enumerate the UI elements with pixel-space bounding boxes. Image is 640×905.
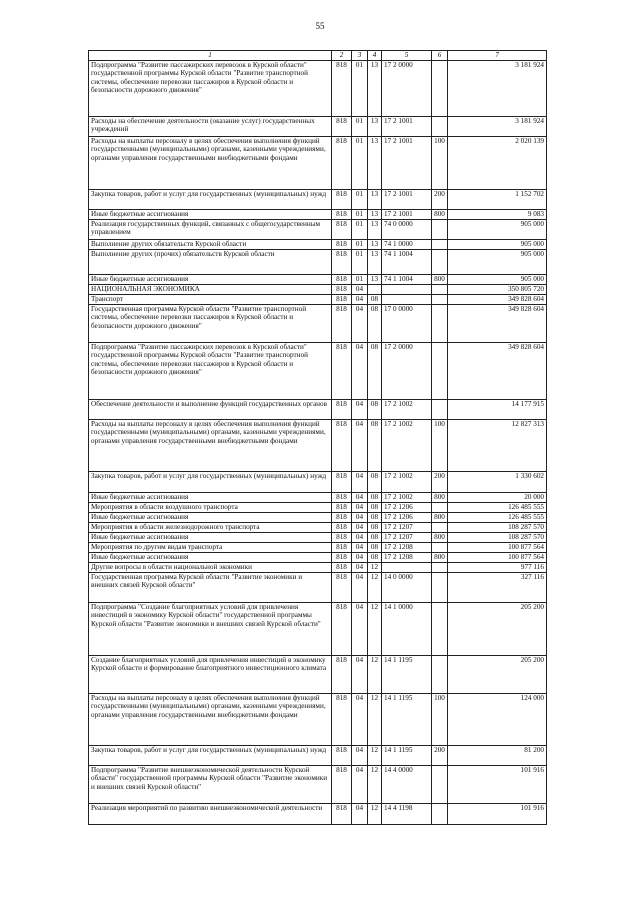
cell-name: НАЦИОНАЛЬНАЯ ЭКОНОМИКА (89, 285, 332, 295)
cell-subsection: 13 (368, 61, 382, 117)
cell-section: 04 (352, 400, 368, 420)
cell-amount: 905 000 (448, 220, 547, 240)
cell-amount: 12 827 313 (448, 420, 547, 472)
table-row (89, 190, 547, 210)
cell-section: 04 (352, 563, 368, 573)
cell-expense-type: 200 (432, 746, 448, 766)
cell-grbs: 818 (332, 694, 352, 746)
cell-target-article (382, 285, 432, 295)
cell-target-article: 17 2 1001 (382, 190, 432, 210)
cell-name: Реализация мероприятий по развитию внешнеэкономической деятельности (89, 804, 332, 825)
cell-amount: 108 287 570 (448, 523, 547, 533)
cell-amount: 108 287 570 (448, 533, 547, 543)
cell-section: 04 (352, 503, 368, 513)
cell-grbs: 818 (332, 343, 352, 400)
cell-section: 04 (352, 493, 368, 503)
cell-target-article: 14 1 1195 (382, 694, 432, 746)
table-row (89, 493, 547, 503)
cell-grbs: 818 (332, 117, 352, 137)
table-row (89, 472, 547, 493)
cell-target-article: 17 2 1002 (382, 493, 432, 503)
cell-amount: 905 000 (448, 275, 547, 285)
cell-subsection: 12 (368, 766, 382, 804)
cell-section: 04 (352, 295, 368, 305)
cell-name: Мероприятия по другим видам транспорта (89, 543, 332, 553)
cell-grbs: 818 (332, 746, 352, 766)
cell-name: Подпрограмма "Развитие внешнеэкономической деятельности Курской области" государственной программы Курской области "Развитие экономики и внешних связей Курской области" (89, 766, 332, 804)
cell-name: Расходы на выплаты персоналу в целях обеспечения выполнения функций государственными (муниципальными) органами, казенными учреждениями, органами управления государственными внебюджетными фондами (89, 420, 332, 472)
cell-section: 04 (352, 305, 368, 343)
cell-target-article: 74 1 1004 (382, 250, 432, 275)
cell-name: Закупка товаров, работ и услуг для государственных (муниципальных) нужд (89, 472, 332, 493)
cell-name: Расходы на выплаты персоналу в целях обеспечения выполнения функций государственными (муниципальными) органами, казенными учреждениями, органами управления государственными внебюджетными фондами (89, 694, 332, 746)
cell-expense-type (432, 295, 448, 305)
table-row (89, 543, 547, 553)
cell-section: 01 (352, 250, 368, 275)
cell-name: Реализация государственных функций, связанных с общегосударственным управлением (89, 220, 332, 240)
cell-grbs: 818 (332, 420, 352, 472)
cell-subsection: 08 (368, 533, 382, 543)
budget-table (88, 50, 547, 825)
cell-section: 04 (352, 543, 368, 553)
cell-amount: 124 000 (448, 694, 547, 746)
cell-target-article: 17 2 1001 (382, 117, 432, 137)
cell-expense-type: 200 (432, 190, 448, 210)
cell-subsection: 08 (368, 295, 382, 305)
cell-name: Закупка товаров, работ и услуг для государственных (муниципальных) нужд (89, 746, 332, 766)
cell-target-article: 17 2 0000 (382, 343, 432, 400)
cell-subsection: 13 (368, 250, 382, 275)
cell-subsection: 08 (368, 543, 382, 553)
cell-amount: 349 828 604 (448, 305, 547, 343)
cell-name: Иные бюджетные ассигнования (89, 553, 332, 563)
cell-grbs: 818 (332, 603, 352, 656)
cell-grbs: 818 (332, 190, 352, 210)
cell-amount: 100 877 564 (448, 553, 547, 563)
cell-target-article: 17 2 1002 (382, 420, 432, 472)
cell-section: 04 (352, 523, 368, 533)
cell-amount: 14 177 915 (448, 400, 547, 420)
cell-target-article: 17 2 0000 (382, 61, 432, 117)
cell-section: 01 (352, 220, 368, 240)
cell-amount: 349 828 604 (448, 295, 547, 305)
cell-target-article: 14 1 1195 (382, 656, 432, 694)
cell-grbs: 818 (332, 240, 352, 250)
cell-subsection: 12 (368, 573, 382, 603)
cell-section: 01 (352, 190, 368, 210)
cell-subsection: 08 (368, 553, 382, 563)
cell-amount: 126 485 555 (448, 513, 547, 523)
cell-grbs: 818 (332, 656, 352, 694)
table-row (89, 523, 547, 533)
cell-section: 04 (352, 656, 368, 694)
cell-grbs: 818 (332, 220, 352, 240)
cell-section: 01 (352, 61, 368, 117)
cell-subsection: 08 (368, 493, 382, 503)
cell-expense-type (432, 563, 448, 573)
cell-name: Подпрограмма "Создание благоприятных условий для привлечения инвестиций в экономику Курской области" государственной программы Курской области "Развитие экономики и внешних связей Курской области" (89, 603, 332, 656)
cell-name: Иные бюджетные ассигнования (89, 210, 332, 220)
cell-target-article: 17 2 1208 (382, 543, 432, 553)
cell-grbs: 818 (332, 543, 352, 553)
cell-amount: 349 828 604 (448, 343, 547, 400)
cell-subsection: 08 (368, 513, 382, 523)
cell-target-article: 14 4 1198 (382, 804, 432, 825)
cell-subsection: 13 (368, 190, 382, 210)
cell-target-article: 17 2 1207 (382, 523, 432, 533)
column-header-target-article: 5 (382, 51, 432, 61)
cell-target-article: 17 2 1001 (382, 137, 432, 190)
cell-name: Государственная программа Курской области "Развитие экономики и внешних связей Курской области" (89, 573, 332, 603)
cell-section: 04 (352, 694, 368, 746)
cell-amount: 3 181 924 (448, 117, 547, 137)
cell-target-article: 17 2 1206 (382, 503, 432, 513)
cell-name: Закупка товаров, работ и услуг для государственных (муниципальных) нужд (89, 190, 332, 210)
cell-grbs: 818 (332, 503, 352, 513)
cell-grbs: 818 (332, 400, 352, 420)
cell-grbs: 818 (332, 563, 352, 573)
cell-section: 04 (352, 285, 368, 295)
cell-section: 01 (352, 275, 368, 285)
cell-name: Иные бюджетные ассигнования (89, 533, 332, 543)
cell-expense-type (432, 250, 448, 275)
table-row (89, 420, 547, 472)
table-row (89, 694, 547, 746)
cell-amount: 100 877 564 (448, 543, 547, 553)
cell-grbs: 818 (332, 804, 352, 825)
cell-section: 01 (352, 240, 368, 250)
cell-name: Подпрограмма "Развитие пассажирских перевозок в Курской области" государственной программы Курской области "Развитие транспортной системы, обеспечение перевозки пассажиров в Курской области и безопасности дорожного движения" (89, 61, 332, 117)
cell-name: Государственная программа Курской области "Развитие транспортной системы, обеспечение перевозки пассажиров в Курской области и безопасности дорожного движения" (89, 305, 332, 343)
cell-target-article: 17 2 1001 (382, 210, 432, 220)
cell-subsection: 08 (368, 523, 382, 533)
cell-target-article: 74 1 1004 (382, 275, 432, 285)
cell-target-article: 17 2 1206 (382, 513, 432, 523)
cell-section: 04 (352, 343, 368, 400)
cell-amount: 977 116 (448, 563, 547, 573)
column-header-expense-type: 6 (432, 51, 448, 61)
cell-target-article (382, 563, 432, 573)
cell-subsection: 12 (368, 694, 382, 746)
table-row (89, 220, 547, 240)
cell-target-article: 14 4 0000 (382, 766, 432, 804)
cell-grbs: 818 (332, 210, 352, 220)
cell-name: Создание благоприятных условий для привлечения инвестиций в экономику Курской области и формирование благоприятного инвестиционного климата (89, 656, 332, 694)
table-row (89, 563, 547, 573)
cell-amount: 101 916 (448, 804, 547, 825)
cell-grbs: 818 (332, 295, 352, 305)
cell-name: Транспорт (89, 295, 332, 305)
table-row (89, 400, 547, 420)
cell-section: 04 (352, 766, 368, 804)
cell-expense-type: 800 (432, 493, 448, 503)
column-header-amount: 7 (448, 51, 547, 61)
cell-expense-type (432, 766, 448, 804)
column-header-subsection: 4 (368, 51, 382, 61)
cell-subsection: 12 (368, 603, 382, 656)
cell-subsection: 08 (368, 400, 382, 420)
cell-name: Подпрограмма "Развитие пассажирских перевозок в Курской области" государственной программы Курской области "Развитие транспортной системы, обеспечение перевозки пассажиров в Курской области и безопасности дорожного движения" (89, 343, 332, 400)
table-row (89, 305, 547, 343)
cell-subsection: 08 (368, 503, 382, 513)
cell-expense-type (432, 343, 448, 400)
table-row (89, 343, 547, 400)
cell-target-article: 17 0 0000 (382, 305, 432, 343)
cell-section: 01 (352, 137, 368, 190)
cell-target-article: 14 1 1195 (382, 746, 432, 766)
cell-amount: 205 200 (448, 656, 547, 694)
cell-grbs: 818 (332, 513, 352, 523)
cell-expense-type: 800 (432, 275, 448, 285)
cell-section: 04 (352, 513, 368, 523)
cell-expense-type (432, 117, 448, 137)
table-row (89, 137, 547, 190)
cell-grbs: 818 (332, 137, 352, 190)
cell-grbs: 818 (332, 523, 352, 533)
cell-section: 04 (352, 533, 368, 543)
cell-amount: 81 200 (448, 746, 547, 766)
cell-amount: 905 000 (448, 240, 547, 250)
column-header-grbs: 2 (332, 51, 352, 61)
cell-expense-type (432, 804, 448, 825)
cell-grbs: 818 (332, 493, 352, 503)
cell-section: 04 (352, 603, 368, 656)
cell-expense-type: 800 (432, 553, 448, 563)
cell-amount: 101 916 (448, 766, 547, 804)
cell-amount: 1 152 702 (448, 190, 547, 210)
cell-grbs: 818 (332, 250, 352, 275)
cell-expense-type: 100 (432, 137, 448, 190)
cell-subsection: 12 (368, 656, 382, 694)
table-row (89, 250, 547, 275)
cell-target-article (382, 295, 432, 305)
cell-expense-type (432, 220, 448, 240)
cell-subsection: 13 (368, 275, 382, 285)
cell-grbs: 818 (332, 275, 352, 285)
cell-subsection: 13 (368, 137, 382, 190)
table-row (89, 210, 547, 220)
cell-grbs: 818 (332, 285, 352, 295)
cell-name: Иные бюджетные ассигнования (89, 275, 332, 285)
cell-target-article: 17 2 1002 (382, 472, 432, 493)
cell-amount: 126 485 555 (448, 503, 547, 513)
cell-subsection: 13 (368, 220, 382, 240)
cell-section: 04 (352, 746, 368, 766)
cell-expense-type (432, 240, 448, 250)
table-row (89, 295, 547, 305)
cell-expense-type: 100 (432, 420, 448, 472)
cell-name: Иные бюджетные ассигнования (89, 513, 332, 523)
table-row (89, 240, 547, 250)
cell-amount: 2 020 139 (448, 137, 547, 190)
table-row (89, 766, 547, 804)
cell-name: Мероприятия в области железнодорожного транспорта (89, 523, 332, 533)
table-row (89, 503, 547, 513)
cell-amount: 1 330 602 (448, 472, 547, 493)
cell-subsection: 12 (368, 746, 382, 766)
cell-grbs: 818 (332, 533, 352, 543)
cell-subsection: 08 (368, 343, 382, 400)
cell-name: Расходы на обеспечение деятельности (оказание услуг) государственных учреждений (89, 117, 332, 137)
cell-grbs: 818 (332, 472, 352, 493)
cell-section: 04 (352, 573, 368, 603)
cell-section: 04 (352, 472, 368, 493)
table-row (89, 117, 547, 137)
cell-section: 01 (352, 210, 368, 220)
table-row (89, 603, 547, 656)
table-row (89, 275, 547, 285)
cell-name: Выполнение других (прочих) обязательств Курской области (89, 250, 332, 275)
cell-target-article: 14 0 0000 (382, 573, 432, 603)
cell-name: Выполнение других обязательств Курской области (89, 240, 332, 250)
table-row (89, 61, 547, 117)
cell-amount: 3 181 924 (448, 61, 547, 117)
table-row (89, 285, 547, 295)
cell-expense-type (432, 503, 448, 513)
cell-subsection: 12 (368, 563, 382, 573)
cell-section: 04 (352, 420, 368, 472)
cell-expense-type (432, 400, 448, 420)
cell-target-article: 14 1 0000 (382, 603, 432, 656)
page-number: 55 (315, 21, 325, 31)
cell-expense-type: 800 (432, 210, 448, 220)
cell-expense-type (432, 573, 448, 603)
cell-subsection: 13 (368, 210, 382, 220)
table-row (89, 513, 547, 523)
table-row (89, 746, 547, 766)
table-header-row (89, 51, 547, 61)
cell-subsection: 13 (368, 117, 382, 137)
cell-target-article: 17 2 1207 (382, 533, 432, 543)
cell-grbs: 818 (332, 305, 352, 343)
cell-section: 01 (352, 117, 368, 137)
cell-amount: 9 083 (448, 210, 547, 220)
cell-expense-type: 800 (432, 513, 448, 523)
cell-expense-type: 100 (432, 694, 448, 746)
cell-amount: 327 116 (448, 573, 547, 603)
cell-expense-type (432, 523, 448, 533)
cell-target-article: 74 0 0000 (382, 220, 432, 240)
cell-name: Расходы на выплаты персоналу в целях обеспечения выполнения функций государственными (муниципальными) органами, казенными учреждениями, органами управления государственными внебюджетными фондами (89, 137, 332, 190)
cell-expense-type (432, 543, 448, 553)
cell-grbs: 818 (332, 553, 352, 563)
column-header-section: 3 (352, 51, 368, 61)
cell-target-article: 17 2 1002 (382, 400, 432, 420)
cell-subsection: 08 (368, 420, 382, 472)
cell-subsection: 13 (368, 240, 382, 250)
cell-amount: 20 000 (448, 493, 547, 503)
cell-expense-type (432, 61, 448, 117)
table-row (89, 656, 547, 694)
cell-subsection: 12 (368, 804, 382, 825)
cell-subsection: 08 (368, 305, 382, 343)
cell-name: Другие вопросы в области национальной экономики (89, 563, 332, 573)
cell-target-article: 74 1 0000 (382, 240, 432, 250)
cell-expense-type (432, 305, 448, 343)
cell-expense-type (432, 285, 448, 295)
cell-section: 04 (352, 553, 368, 563)
cell-expense-type: 800 (432, 533, 448, 543)
cell-name: Мероприятия в области воздушного транспорта (89, 503, 332, 513)
column-header-name: 1 (89, 51, 332, 61)
table-row (89, 804, 547, 825)
table-row (89, 573, 547, 603)
cell-amount: 905 000 (448, 250, 547, 275)
cell-grbs: 818 (332, 61, 352, 117)
cell-name: Иные бюджетные ассигнования (89, 493, 332, 503)
cell-grbs: 818 (332, 573, 352, 603)
cell-section: 04 (352, 804, 368, 825)
cell-name: Обеспечение деятельности и выполнение функций государственных органов (89, 400, 332, 420)
cell-target-article: 17 2 1208 (382, 553, 432, 563)
cell-amount: 205 200 (448, 603, 547, 656)
cell-expense-type (432, 656, 448, 694)
cell-grbs: 818 (332, 766, 352, 804)
table-row (89, 533, 547, 543)
cell-subsection: 08 (368, 472, 382, 493)
cell-expense-type (432, 603, 448, 656)
cell-amount: 350 805 720 (448, 285, 547, 295)
table-row (89, 553, 547, 563)
cell-subsection (368, 285, 382, 295)
cell-expense-type: 200 (432, 472, 448, 493)
